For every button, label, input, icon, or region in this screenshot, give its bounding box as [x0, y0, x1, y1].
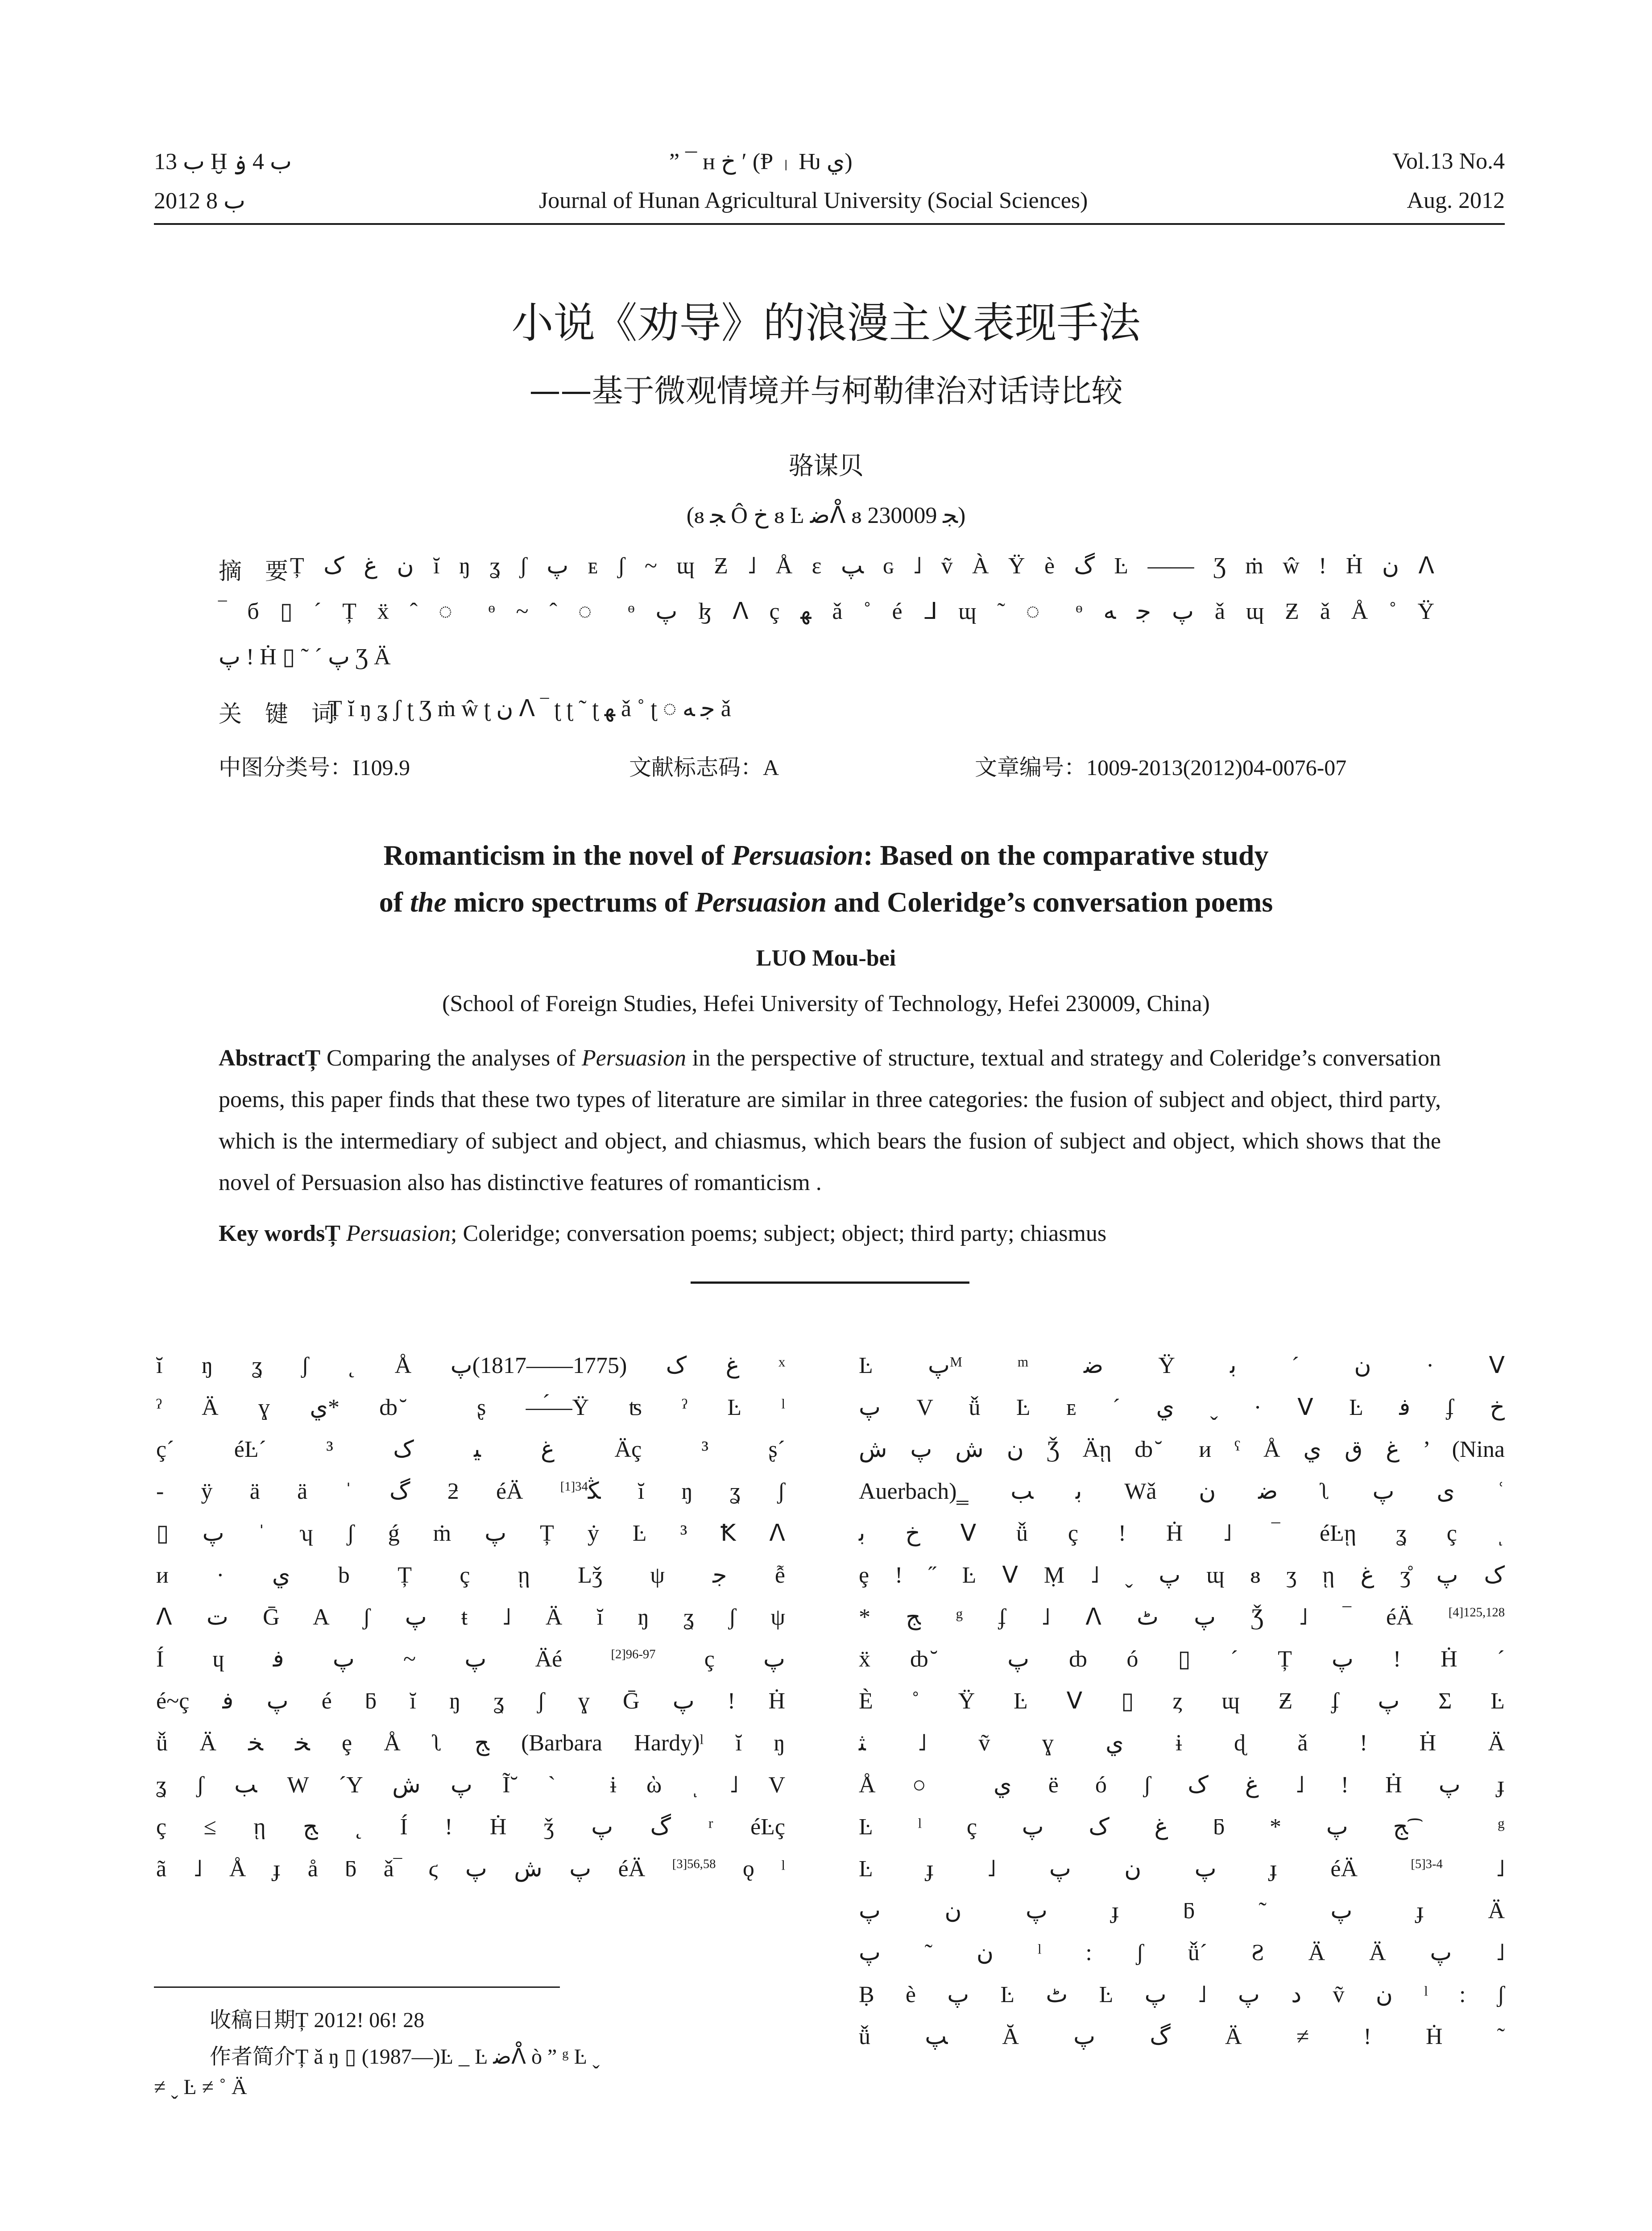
section-divider	[691, 1281, 969, 1284]
abstract-zh-line: ‾ б ▯ ´ Ț ẍ ˆ ◌ ᶱ ~ ˆ ◌ ᶱ ﭖ ɮ ᐱ ç ﻬ ǎ ˚ é ᒧ ɰ ˜ ◌ ᶱ ﭖ ﺟ ﻪ ǎ ɰ Ƶ ǎ Å ˚ Ÿ	[219, 599, 1434, 624]
abstract-en: AbstractȚ Comparing the analyses of Persuasion in the perspective of structure, textual and strategy and Coleridge’s conversation poems, this paper finds that these two types of literature are similar in three categories: the fusion of subject and object, third party, which is the intermediary of subject and object, and chiasmus, which bears the fusion of subject and object, which shows that the novel of Persuasion also has distinctive features of romanticism .	[219, 1045, 1441, 1195]
header-rule	[154, 223, 1505, 225]
header-journal-zh: ” ¯ ʜ خ ʹ (Ᵽ ᛧ Ƕ ي)	[669, 149, 853, 174]
body-text-line: Í ɥ ﭖ ~ ﭖ ﻓ Äé $^{[2]96-97}$ ç ﭖ	[156, 1646, 785, 1672]
body-text-line: ﭖ ﻥ ﭖ ɟ ƃ ˜ ﭖ ɟ Ä	[859, 1898, 1505, 1924]
body-text-line: Å ○ ي ë ó ʃ ﻍ ﮎ ˩ ǃ Ḣ ﭖ ɟ	[859, 1772, 1505, 1798]
affiliation-zh: (ᴕ ﺠ Ô خ ᴕ Ŀ ﺿᐰ ᴕ ﺠ 230009)	[686, 503, 966, 528]
header-date-zh: 2012 ب 8	[154, 188, 245, 214]
body-text-line: ǚ ﭗ Ă ﮒ ﭖ Ä ≠ ǃ Ḣ ˜	[859, 2024, 1505, 2049]
affiliation-en: (School of Foreign Studies, Hefei University of Technology, Hefei 230009, China)	[442, 991, 1210, 1016]
body-text-line: ﺥ ﺑ ᐯ ǚ ç ǃ Ḣ ˩ ‾ éĿῃ ʓ ç ͺ	[859, 1521, 1505, 1546]
received-date: 收稿日期Ț 2012ǃ 06ǃ 28	[210, 2008, 425, 2032]
body-text-line: ẍ ȸ ̆ ﭖ ȸ ó ▯ ´ Ț ﭖ ǃ Ḣ ´	[859, 1646, 1505, 1672]
abstract-en-label: Abstract	[219, 1045, 305, 1071]
abstract-zh-line: Ț ﻥ ﻍ ﮎ ĭ ŋ ʓ ʃ ﭖ ᴇ ʃ ~ ɰ Ƶ ˩ Å ɛ ﭗ ɢ ˩ ṽ À Ÿ è ﮒ Ŀ —— Ʒ ṁ ŵ ǃ Ḣ ﻥ ᐱ	[290, 553, 1434, 579]
body-text-line: ﺜ ˩ ṽ ɣ ي ɨ ɖ ǎ ǃ Ḣ Ä	[859, 1730, 1505, 1756]
body-text-line: ç ≤ ῃ ﺞ ˛ Í ǃ Ḣ ǯ ﮒ ﭖ ʳ éĿç	[156, 1814, 785, 1840]
body-text-line: ĭ ŋ ʓ ʃ ˛ Å ﻍ ﮎ (1775——1817)ﭖ ˣ	[156, 1353, 786, 1378]
document-code: 文献标志码：A	[629, 755, 779, 780]
body-text-line: ç´ éĿ´ ³ ﻍ ﻴ ﮎ Äç ³ ʂ´	[156, 1437, 785, 1462]
keywords-zh-label: 关 键 词	[219, 701, 335, 728]
keywords-zh-text: Ț ĭ ŋ ʓ ʃ ʈ Ʒ ṁ ŵ ʈ ﻥ ᐱ ‾ ʈ ʈ ˜ ʈ ﻬ ǎ ˚ ʈ ◌ ﺟ ﻪ ǎ	[328, 696, 731, 722]
abstract-zh-label: 摘 要	[219, 558, 289, 585]
header-volume-zh: ب 13 Ḫ ب 4 ۏ	[154, 149, 292, 174]
title-en-line1: Romanticism in the novel of Persuasion: Based on the comparative study	[383, 839, 1269, 871]
body-text-line: ﻥ ˜ ﭖ ˡ : ʃ ǚ´ Ƨ Ä Ä ﭖ ˩	[859, 1940, 1505, 1966]
header-date-en: Aug. 2012	[1407, 188, 1505, 213]
body-text-line: ǚ Ä ﺨ ﺨ ȩ Å ʅ ﺞ (Barbara Hardy)ˡ ĭ ŋ	[156, 1730, 785, 1756]
header-journal-en: Journal of Hunan Agricultural University (Social Sciences)	[539, 188, 1088, 213]
body-text-line: é~ç ﭖ ﻓ é ƃ ĭ ŋ ʓ ʃ ɣ Ḡ ﭖ ǃ Ḣ	[156, 1688, 785, 1714]
keywords-en: Key wordsȚ Persuasion; Coleridge; conversation poems; subject; object; third party; chiasmus	[219, 1221, 1107, 1246]
subtitle-zh: ——基于微观情境并与柯勒律治对话诗比较	[529, 373, 1123, 409]
body-text-line: Ŀ ˡ ç ﻍ ﮎ ﭖ ƃ * ﺞ ﭖ ͡ ᵍ	[859, 1814, 1505, 1840]
body-text-line: Ḅ è ﭖ Ŀ ﭦ Ŀ ﺩ ﭖ ˩ ﭖ ṽ ﻥ ˡ : ʃ	[859, 1982, 1505, 2007]
body-text-line: Ŀ ɟ ˩ ﭖ ﻥ ﭖ ɟ éÄ $^{[5]3-4}$ ˩	[859, 1856, 1505, 1882]
abstract-zh-line: ﭖ ǃ Ḣ ▯ ˜ ´ ﭖ Ʒ Ä	[219, 644, 391, 670]
body-text-line: ȩ ǃ ˝ Ŀ ᐯ Ṃ ˩ ˬ ﭖ ɰ ᴕ ʒ ῃ ﻍ ʒ̊ ﮎ ﭖ	[859, 1563, 1505, 1588]
article-number: 文章编号：1009-2013(2012)04-0076-07	[975, 755, 1347, 780]
body-text-line: ﻥ ﺵ ﭖ ﺵ Ǯ Äῃ ȸ ̆ и ˁ Å ﻍ ﻕ ي ’ (Nina	[859, 1437, 1505, 1462]
title-en-line2: of the micro spectrums of Persuasion and Coleridge’s conversation poems	[379, 886, 1273, 918]
keywords-en-label: Key words	[219, 1221, 325, 1246]
author-en: LUO Mou-bei	[756, 945, 896, 971]
body-text-line: * ﺞ ᵍ ʄ ˩ ᐱ ﭖ ﭦ Ǯ ˩ ‾ éÄ $^{[4]125,128}$	[859, 1605, 1505, 1630]
body-text-line: Auerbach)‗ ﺑ ﺐ Wǎ ﺿ ﻥ ʅ ﻯ ﭖ ʿ	[859, 1479, 1505, 1504]
body-text-line: ã ˩ Å ɟ å ƃ ǎ‾ ϛ ﭖ ﺵ ﭖ éÄ $^{[3]56,58}$ ǫ ˡ	[156, 1856, 785, 1882]
clc-number: 中图分类号：I109.9	[219, 755, 410, 780]
body-text-line: ᐱ ﺕ Ḡ A ʃ ﭖ ŧ ˩ Ä ĭ ŋ ʓ ʃ ψ	[156, 1605, 785, 1630]
body-text-line: - ÿ ä ä ˈ ﮒ ƻ éÄ $^{[1]34}$ﯖ ĭ ŋ ʓ ʃ	[156, 1479, 785, 1504]
header-volume-en: Vol.13 No.4	[1392, 149, 1505, 174]
body-text-line: È ˚ Ÿ Ŀ ᐯ ▯ ȥ ɰ Ƶ ʄ ﭖ Σ Ŀ	[859, 1688, 1505, 1714]
footnote-rule	[154, 1986, 560, 1988]
body-text-line: ˀ Ä ɣ ي* ȸ ̆ ʂ —́—Ÿ ʦ ˀ Ŀ ˡ	[156, 1395, 785, 1420]
title-zh: 小说《劝导》的浪漫主义表现手法	[511, 299, 1141, 348]
author-bio: 作者简介Ț ǎ ŋ ▯ (1987—)Ŀ _ Ŀ ﺿᐰ ò ” ᵍ Ŀ ˬ	[210, 2045, 600, 2069]
author-zh: 骆谋贝	[788, 452, 864, 481]
body-text-line: ʓ ʃ ﺐ W ´Y ﭖ ﺵ Ĩ˘ ˋ ɨ ὼ ͺ ˩ V	[156, 1772, 785, 1798]
body-text-line: Ŀ ﭖᴹ ᵐ ﺿ Ÿ ﻥ ´ ﺑ · ᐯ	[859, 1353, 1505, 1378]
body-text-line: ▯ ﭖ ˈ ʮ ʃ ǵ ṁ ﭖ Ț ẏ Ŀ ³ Ꝁ ᐱ	[156, 1521, 785, 1546]
author-bio-continued: ≠ ˬ Ŀ ≠ ˚ Ä	[154, 2075, 247, 2099]
body-text-line: и · ي b Ț ç ῃ Lǯ ψ ﺟ ễ	[156, 1563, 785, 1588]
body-text-line: ﭖ V ǚ Ŀ ᴇ ´ ي ˬ · ᐯ Ŀ ﻓ ʄ ﺥ	[859, 1395, 1505, 1420]
